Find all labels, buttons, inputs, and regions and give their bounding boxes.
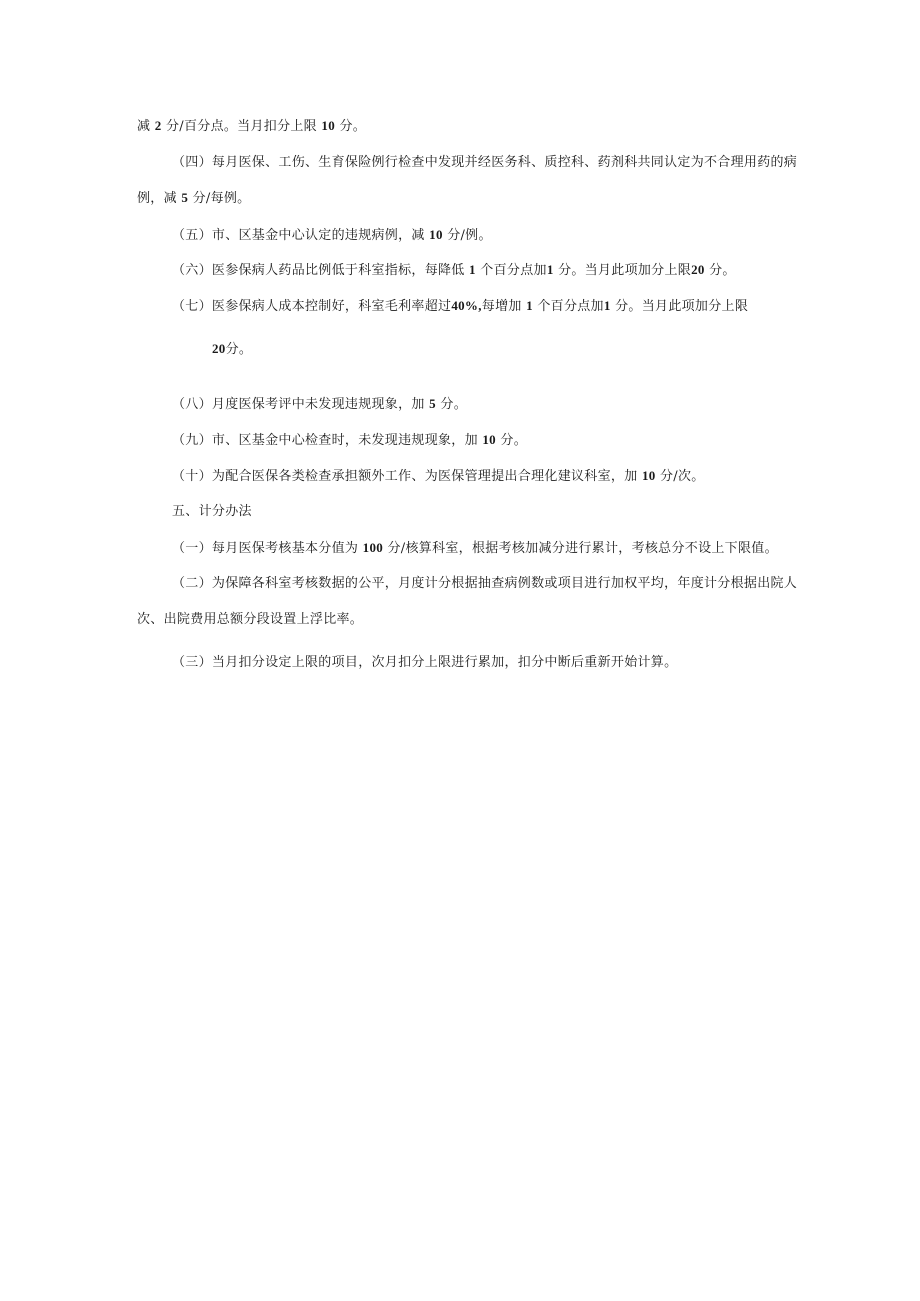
paragraph-line-9 bbox=[172, 432, 527, 449]
paragraph-line-10 bbox=[172, 468, 705, 485]
text-run: 个百分点加 bbox=[480, 263, 547, 278]
number-run: 1 bbox=[603, 298, 611, 313]
number-run: 20 bbox=[212, 341, 226, 356]
number-run: 20 bbox=[691, 262, 705, 277]
paragraph-line-8 bbox=[172, 396, 467, 413]
paragraph-line-4 bbox=[172, 227, 492, 244]
text-run: （四）每月医保、工伤、生育保险例行检查中发现并经医务科、质控科、药剂科共同认定为不合理用药的病 bbox=[172, 155, 798, 170]
paragraph-line-15 bbox=[172, 655, 677, 671]
paragraph-line-14 bbox=[137, 612, 363, 628]
text-run: 分/百分点。当月扣分上限 bbox=[166, 119, 317, 134]
paragraph-line-7 bbox=[212, 341, 252, 358]
number-run: 5 bbox=[181, 190, 189, 205]
text-run: （九）市、区基金中心检查时，未发现违规现象，加 bbox=[172, 433, 478, 448]
text-run: 个百分点加 bbox=[537, 299, 604, 314]
number-run: 10 bbox=[429, 227, 443, 242]
text-run: （七）医参保病人成本控制好，科室毛利率超过 bbox=[172, 299, 452, 314]
number-run: 40%, bbox=[451, 298, 482, 313]
text-run: 分。当月此项加分上限 bbox=[558, 263, 692, 278]
text-run: 减 bbox=[137, 119, 151, 134]
text-run: 分。 bbox=[709, 263, 736, 278]
text-run: （六）医参保病人药品比例低于科室指标，每降低 bbox=[172, 263, 465, 278]
text-run: 分。 bbox=[339, 119, 367, 134]
text-run: （一）每月医保考核基本分值为 bbox=[172, 541, 359, 556]
text-run: （三）当月扣分设定上限的项目，次月扣分上限进行累加，扣分中断后重新开始计算。 bbox=[172, 655, 678, 670]
paragraph-line-5 bbox=[172, 262, 736, 279]
text-run: 分。 bbox=[440, 397, 467, 412]
text-run: 分。当月此项加分上限 bbox=[615, 299, 749, 314]
text-run: 次、出院费用总额分段设置上浮比率。 bbox=[137, 612, 364, 627]
text-run: 每增加 bbox=[481, 299, 522, 314]
paragraph-line-12 bbox=[172, 540, 778, 557]
number-run: 100 bbox=[362, 540, 384, 555]
number-run: 2 bbox=[154, 118, 162, 133]
text-run: 分/次。 bbox=[660, 469, 705, 484]
paragraph-line-6 bbox=[172, 298, 748, 315]
text-run: （五）市、区基金中心认定的违规病例，减 bbox=[172, 228, 425, 243]
number-run: 10 bbox=[482, 432, 496, 447]
text-run: （二）为保障各科室考核数据的公平，月度计分根据抽查病例数或项目进行加权平均，年度计分根据出院人 bbox=[172, 576, 798, 591]
paragraph-line-1 bbox=[137, 118, 366, 135]
number-run: 1 bbox=[526, 298, 533, 313]
number-run: 10 bbox=[641, 468, 656, 483]
number-run: 1 bbox=[546, 262, 554, 277]
text-run: 分/例。 bbox=[447, 228, 492, 243]
text-run: 分。 bbox=[225, 342, 253, 357]
text-run: （八）月度医保考评中未发现违规现象，加 bbox=[172, 397, 425, 412]
text-run: 例，减 bbox=[137, 191, 177, 206]
number-run: 1 bbox=[469, 262, 476, 277]
paragraph-line-2 bbox=[172, 155, 797, 171]
text-run: 五、计分办法 bbox=[172, 504, 252, 519]
number-run: 10 bbox=[321, 118, 336, 133]
section-heading bbox=[172, 504, 252, 520]
text-run: 分/每例。 bbox=[192, 191, 251, 206]
text-run: （十）为配合医保各类检查承担额外工作、为医保管理提出合理化建议科室，加 bbox=[172, 469, 638, 484]
paragraph-line-3 bbox=[137, 190, 250, 207]
text-run: 分/核算科室，根据考核加减分进行累计，考核总分不设上下限值。 bbox=[387, 541, 778, 556]
text-run: 分。 bbox=[500, 433, 527, 448]
number-run: 5 bbox=[429, 396, 436, 411]
paragraph-line-13 bbox=[172, 576, 797, 592]
